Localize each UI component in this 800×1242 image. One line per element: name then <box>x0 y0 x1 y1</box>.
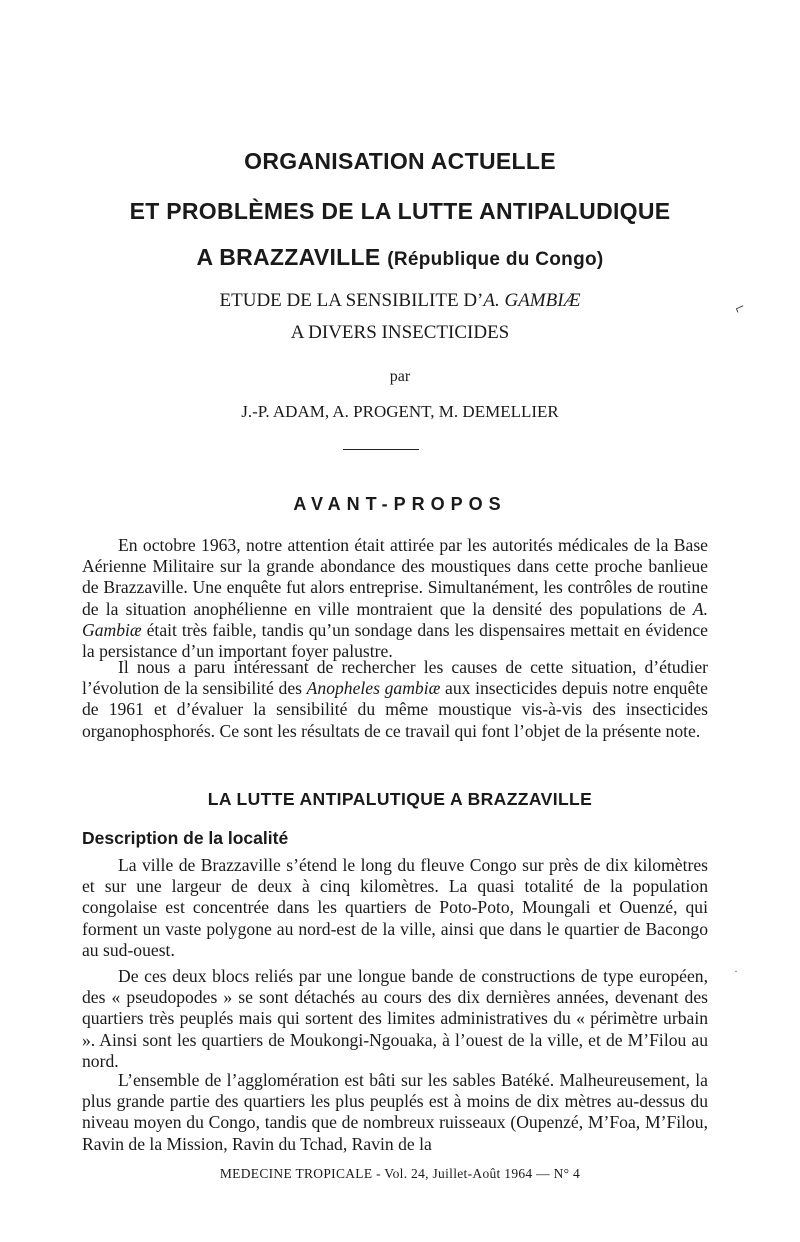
p2-text-b: aux insecticides depuis notre enquête de 1961 et d’évaluer la sensibilité du même moustique vis-à-vis des insecticides organophosphorés. Ce sont les résultats de ce travail qui font l’objet de la présente note. <box>82 678 708 741</box>
title-line-3-paren: (République du Congo) <box>387 249 604 270</box>
avant-propos-paragraph-1 <box>82 535 708 662</box>
p4-text: De ces deux blocs reliés par une longue bande de constructions de type européen, des « pseudopodes » se sont détachés au cours des dix dernières années, devenant des quartiers très peuplés mais qui sortent des limites administratives du « périmètre urbain ». Ainsi sont les quartiers de Moukongi-Ngouaka, à l’ouest de la ville, et de M’Filou au nord. <box>82 966 708 1071</box>
p5-text: L’ensemble de l’agglomération est bâti sur les sables Batéké. Malheureusement, la plus grande partie des quartiers les plus peuplés est à moins de dix mètres au-dessus du niveau moyen du Congo, tandis que de nombreux ruisseaux (Oupenzé, M’Foa, M’Filou, Ravin de la Mission, Ravin du Tchad, Ravin de la <box>82 1070 708 1154</box>
section-subheading: Description de la localité <box>82 828 289 848</box>
section-heading: LA LUTTE ANTIPALUTIQUE A BRAZZAVILLE <box>207 789 593 809</box>
p1-species: A. Gambiæ <box>82 598 708 640</box>
subtitle-line-1 <box>0 290 800 312</box>
title-line-1: ORGANISATION ACTUELLE <box>244 148 556 174</box>
p1-text-b: était très faible, tandis qu’un sondage dans les dispensaires mettait en évidence la persistance d’un important foyer palustre. <box>82 619 708 662</box>
avant-propos-heading: AVANT-PROPOS <box>293 494 507 514</box>
subtitle-species: A. GAMBIÆ <box>483 290 581 311</box>
section-paragraph-2 <box>82 966 708 1072</box>
section-paragraph-1 <box>82 855 708 961</box>
subtitle-prefix: ETUDE DE LA SENSIBILITE D’ <box>219 290 484 311</box>
title-divider <box>343 449 419 450</box>
title-line-2: ET PROBLÈMES DE LA LUTTE ANTIPALUDIQUE <box>129 198 671 224</box>
title-line-3 <box>0 244 800 271</box>
p2-species: Anopheles gambiæ <box>306 678 441 699</box>
avant-propos-paragraph-2 <box>82 657 708 742</box>
byline-par: par <box>389 368 411 385</box>
authors: J.-P. ADAM, A. PROGENT, M. DEMELLIER <box>241 402 559 421</box>
section-paragraph-3 <box>82 1070 708 1155</box>
title-line-3-main: A BRAZZAVILLE <box>196 244 381 270</box>
p1-text-a: En octobre 1963, notre attention était attirée par les autorités médicales de la Base Aérienne Militaire sur la grande abondance des moustiques dans cette proche banlieue de Brazzaville. Une enquête fut alors entreprise. Simultanément, les contrôles de routine de la situation anophélienne en ville montraient que la densité des populations de <box>82 535 708 619</box>
margin-mark: ⌐ <box>731 296 748 319</box>
page-footer: MEDECINE TROPICALE - Vol. 24, Juillet-Août 1964 — N° 4 <box>219 1166 581 1181</box>
margin-dot: · <box>734 964 738 978</box>
p3-text: La ville de Brazzaville s’étend le long du fleuve Congo sur près de dix kilomètres et sur une largeur de deux à cinq kilomètres. La quasi totalité de la population congolaise est concentrée dans les quartiers de Poto-Poto, Moungali et Ouenzé, qui forment un vaste polygone au nord-est de la ville, ainsi que dans le quartier de Bacongo au sud-ouest. <box>82 855 708 960</box>
subtitle-line-2: A DIVERS INSECTICIDES <box>290 322 510 343</box>
p2-text-a: Il nous a paru intéressant de rechercher les causes de cette situation, d’étudier l’évolution de la sensibilité des <box>82 657 708 699</box>
